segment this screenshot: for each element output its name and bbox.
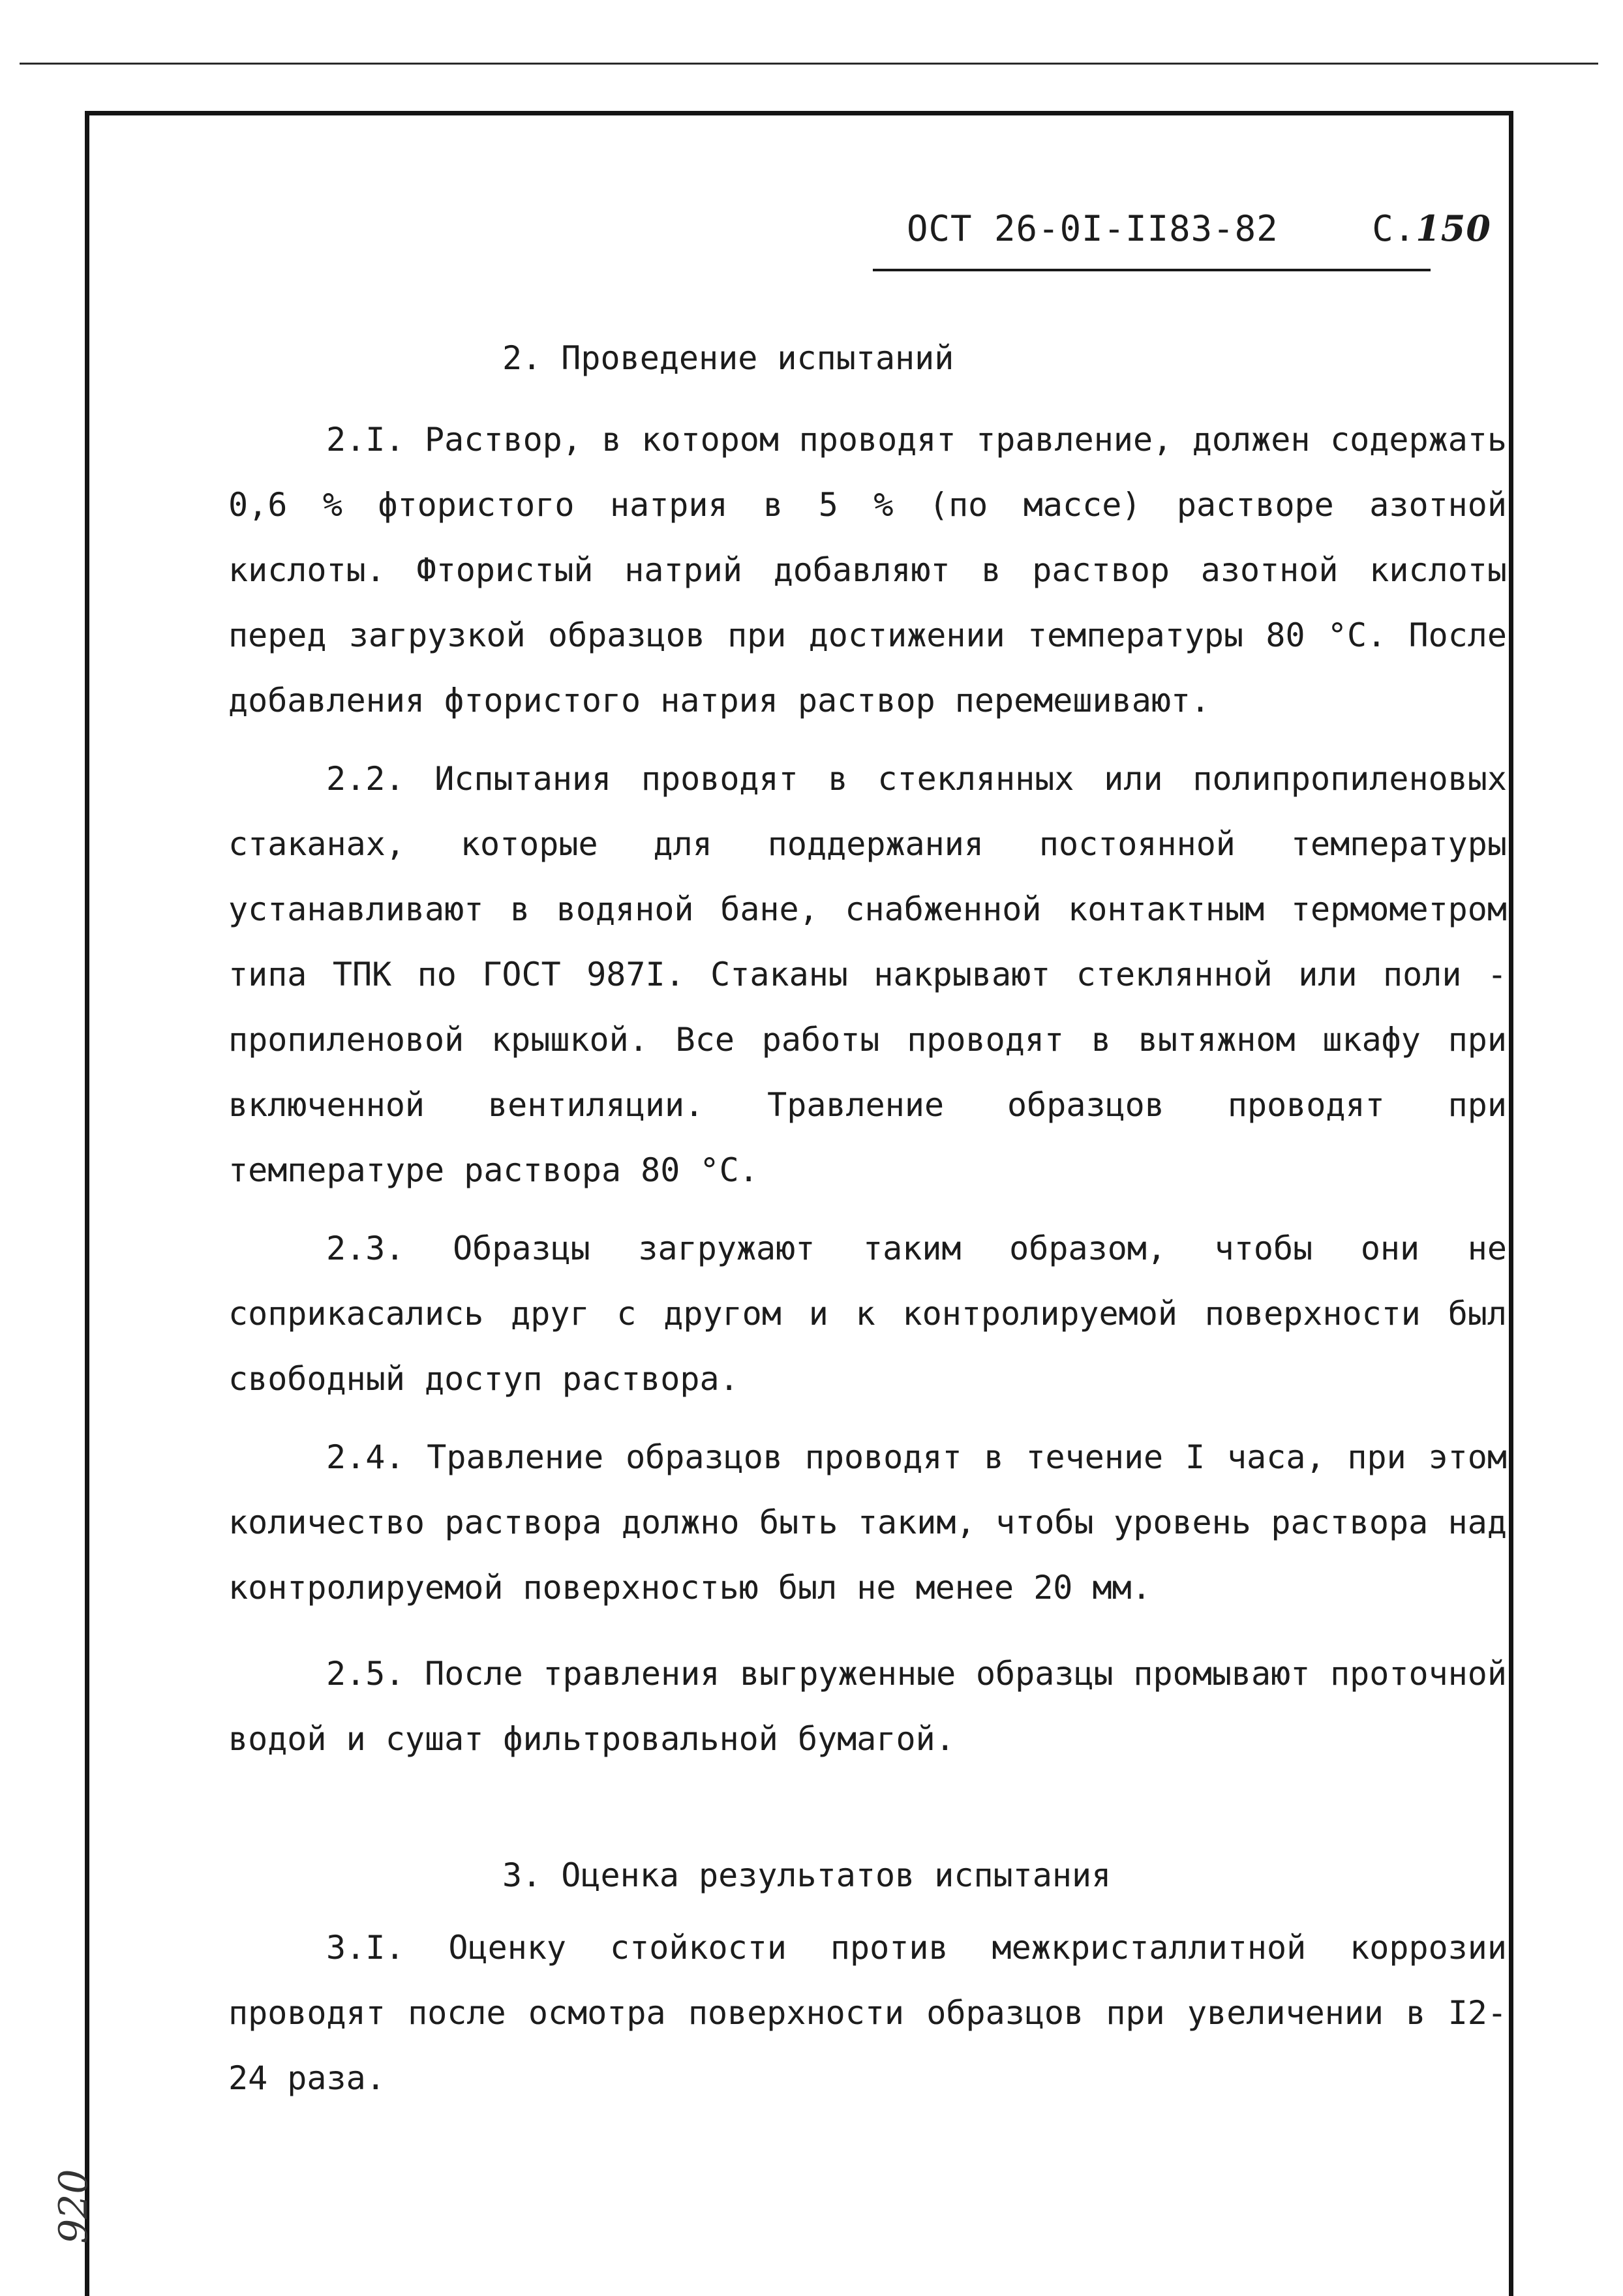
margin-handwritten-note: 920 (51, 2169, 97, 2244)
section-2-title: 2. Проведение испытаний (502, 339, 954, 377)
page-prefix: С. (1372, 208, 1416, 249)
page-number-value: 150 (1416, 207, 1491, 249)
page-number (1372, 208, 1491, 249)
document-code: ОСТ 26-0I-II83-82 (907, 208, 1279, 249)
section-3-title: 3. Оценка результатов испытания (502, 1856, 1112, 1894)
paragraph-3-1: 3.I. Оценку стойкости против межкристаллитной коррозии проводят после осмотра поверхности образцов при увеличении в I2-24 раза. (228, 1929, 1507, 2097)
document-header (907, 207, 1491, 249)
paragraph-2-1: 2.I. Раствор, в котором проводят травление, должен содержать 0,6 % фтористого натрия в 5 % (по массе) растворе азотной кислоты. Фтористый натрий добавляют в раствор азотной кислоты перед загрузкой образцов при достижении температуры 80 °С. После добавления фтористого натрия раствор перемешивают. (228, 421, 1507, 719)
paragraph-2-2: 2.2. Испытания проводят в стеклянных или полипропиленовых стаканах, которые для поддержания постоянной температуры устанавливают в водяной бане, снабженной контактным термометром типа ТПК по ГОСТ 987I. Стаканы накрывают стеклянной или поли - пропиленовой крышкой. Все работы проводят в вытяжном шкафу при включенной вентиляции. Травление образцов проводят при температуре раствора 80 °С. (228, 760, 1507, 1189)
paragraph-2-3: 2.3. Образцы загружают таким образом, чтобы они не соприкасались друг с другом и к контролируемой поверхности был свободный доступ раствора. (228, 1230, 1507, 1398)
paragraph-2-5: 2.5. После травления выгруженные образцы промывают проточной водой и сушат фильтровальной бумагой. (228, 1655, 1507, 1758)
scan-top-rule (20, 63, 1598, 65)
header-underline (873, 269, 1431, 271)
paragraph-2-4: 2.4. Травление образцов проводят в течение I часа, при этом количество раствора должно быть таким, чтобы уровень раствора над контролируемой поверхностью был не менее 20 мм. (228, 1438, 1507, 1607)
